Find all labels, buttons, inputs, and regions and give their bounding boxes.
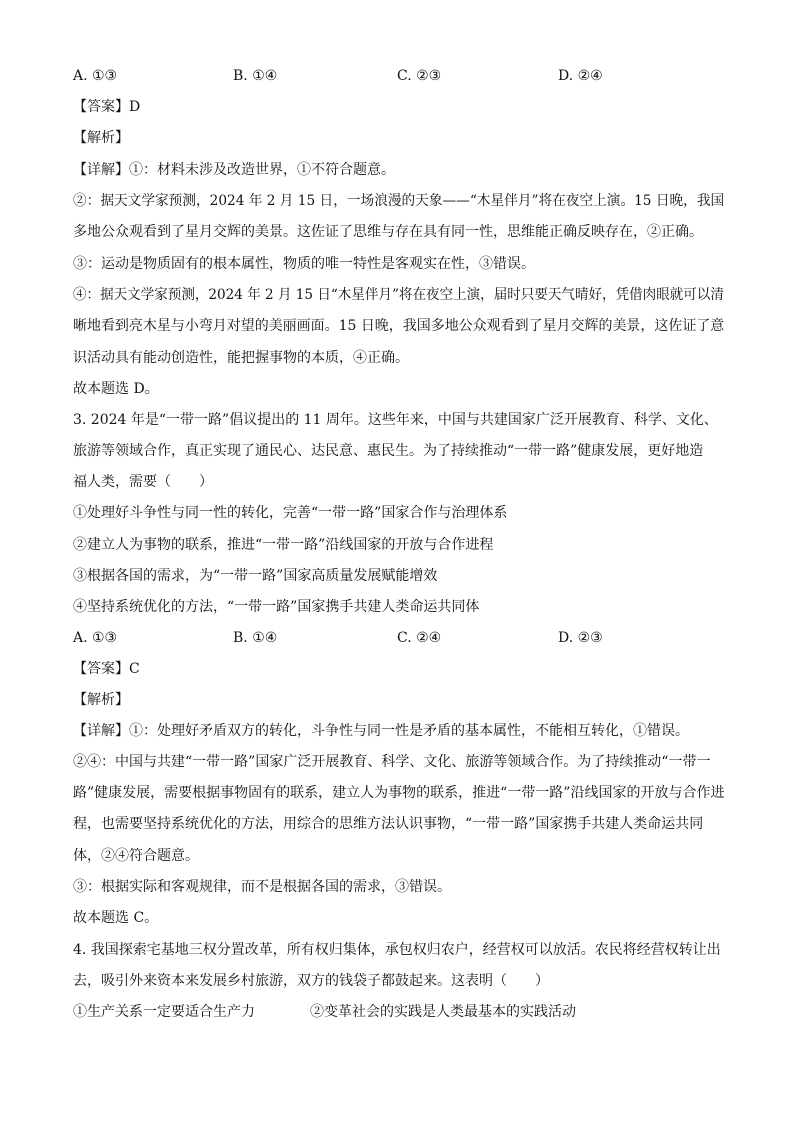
analysis-label: 【解析】	[73, 692, 129, 708]
option-d: D. ②④	[558, 68, 603, 84]
statement-line: ①处理好斗争性与同一性的转化，完善“一带一路”国家合作与治理体系	[73, 505, 508, 521]
detail-line: 体，②④符合题意。	[73, 848, 199, 864]
detail-line: ④：据天文学家预测，2024 年 2 月 15 日“木星伴月”将在夜空上演，届时只要天气晴好，凭借肉眼就可以清	[73, 287, 724, 303]
question-stem-line: 福人类，需要（ ）	[73, 474, 213, 490]
option-b: B. ①④	[233, 68, 278, 84]
conclusion-line: 故本题选 D。	[73, 381, 159, 397]
question-stem-line: 去，吸引外来资本来发展乡村旅游，双方的钱袋子都鼓起来。这表明（ ）	[73, 973, 549, 989]
statement-line: ③根据各国的需求，为“一带一路”国家高质量发展赋能增效	[73, 568, 438, 584]
question-stem-line: 3. 2024 年是“一带一路”倡议提出的 11 周年。这些年来，中国与共建国家广泛开展教育、科学、文化、	[73, 412, 718, 428]
detail-line: 识活动具有能动创造性，能把握事物的本质，④正确。	[73, 350, 409, 366]
detail-line: 程，也需要坚持系统优化的方法，用综合的思维方法认识事物，“一带一路”国家携手共建人类命运共同	[73, 816, 704, 832]
detail-line: 【详解】①：处理好矛盾双方的转化，斗争性与同一性是矛盾的基本属性，不能相互转化，①错误。	[73, 723, 689, 739]
option-a: A. ①③	[73, 68, 118, 84]
analysis-label: 【解析】	[73, 130, 129, 146]
statement-line: ②建立人为事物的联系，推进“一带一路”沿线国家的开放与合作进程	[73, 537, 494, 553]
option-d: D. ②③	[558, 630, 603, 646]
statement-line: ④坚持系统优化的方法，“一带一路”国家携手共建人类命运共同体	[73, 599, 480, 615]
option-a: A. ①③	[73, 630, 118, 646]
answer-line: 【答案】D	[73, 99, 141, 115]
answer-line: 【答案】C	[73, 661, 140, 677]
detail-line: ②：据天文学家预测，2024 年 2 月 15 日，一场浪漫的天象——“木星伴月”将在夜空上演。15 日晚，我国	[73, 193, 725, 209]
detail-line: ③：运动是物质固有的根本属性，物质的唯一特性是客观实在性，③错误。	[73, 256, 535, 272]
statement-item: ②变革社会的实践是人类最基本的实践活动	[310, 1004, 576, 1020]
question-stem-line: 4. 我国探索宅基地三权分置改革，所有权归集体，承包权归农户，经营权可以放活。农民将经营权转让出	[73, 942, 721, 958]
conclusion-line: 故本题选 C。	[73, 910, 159, 926]
detail-line: ③：根据实际和客观规律，而不是根据各国的需求，③错误。	[73, 879, 451, 895]
detail-line: 路”健康发展，需要根据事物固有的联系，建立人为事物的联系，推进“一带一路”沿线国家的开放与合作进	[73, 785, 725, 801]
statement-item: ①生产关系一定要适合生产力	[73, 1004, 255, 1020]
option-b: B. ①④	[233, 630, 278, 646]
detail-line: 【详解】①：材料未涉及改造世界，①不符合题意。	[73, 162, 395, 178]
option-c: C. ②③	[397, 68, 442, 84]
detail-line: 多地公众观看到了星月交辉的美景。这佐证了思维与存在具有同一性，思维能正确反映存在，②正确。	[73, 224, 703, 240]
detail-line: 晰地看到亮木星与小弯月对望的美丽画面。15 日晚，我国多地公众观看到了星月交辉的美景，这佐证了意	[73, 318, 725, 334]
option-c: C. ②④	[397, 630, 442, 646]
detail-line: ②④：中国与共建“一带一路”国家广泛开展教育、科学、文化、旅游等领域合作。为了持续推动“一带一	[73, 754, 711, 770]
question-stem-line: 旅游等领域合作，真正实现了通民心、达民意、惠民生。为了持续推动“一带一路”健康发展，更好地造	[73, 443, 704, 459]
